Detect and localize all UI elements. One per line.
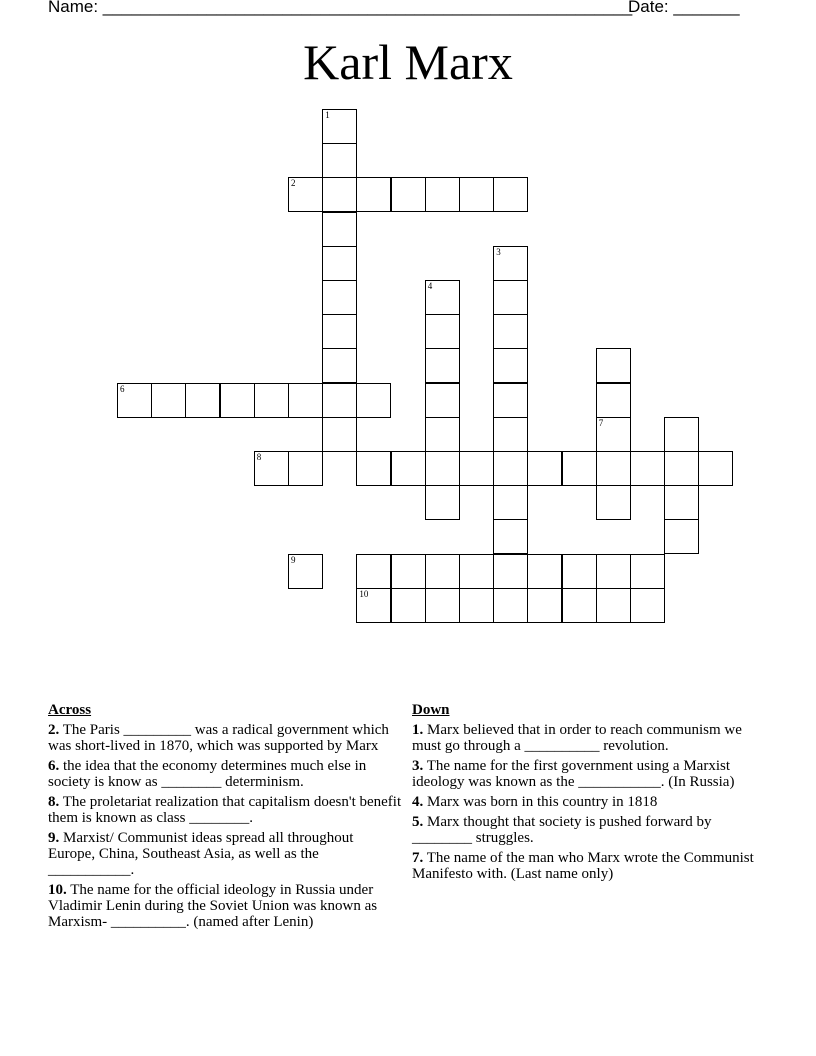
clue-number-label: 6 [120, 383, 125, 394]
crossword-cell[interactable] [220, 383, 255, 418]
across-clue [48, 758, 404, 790]
crossword-cell[interactable] [459, 554, 494, 589]
crossword-cell[interactable] [117, 383, 152, 418]
down-clues [412, 702, 772, 886]
clue-number: 8. [48, 794, 60, 810]
crossword-cell[interactable] [493, 519, 528, 554]
clue-text: the idea that the economy determines much else in society is know as ________ determinism. [48, 758, 367, 790]
crossword-cell[interactable] [322, 246, 357, 281]
crossword-cell[interactable] [562, 554, 597, 589]
crossword-cell[interactable] [425, 451, 460, 486]
clue-number-label: 7 [598, 417, 604, 428]
crossword-cell[interactable] [288, 383, 323, 418]
crossword-cell[interactable] [596, 451, 631, 486]
crossword-cell[interactable] [322, 348, 357, 383]
down-clue [412, 814, 772, 846]
across-clue [48, 882, 404, 930]
crossword-cell[interactable] [630, 588, 665, 623]
clue-number: 4. [412, 794, 424, 810]
crossword-cell[interactable] [664, 417, 699, 452]
clue-text: The Paris _________ was a radical government which was short-lived in 1870, which was supported by Marx [48, 722, 389, 754]
crossword-cell[interactable] [356, 383, 391, 418]
crossword-cell[interactable] [493, 451, 528, 486]
crossword-cell[interactable] [356, 177, 391, 212]
crossword-cell[interactable] [493, 348, 528, 383]
clue-number: 6. [48, 758, 60, 774]
crossword-cell[interactable] [664, 485, 699, 520]
crossword-cell[interactable] [459, 451, 494, 486]
crossword-cell[interactable] [493, 280, 528, 315]
crossword-cell[interactable] [596, 417, 631, 452]
crossword-cell[interactable] [459, 177, 494, 212]
across-clues [48, 702, 404, 934]
crossword-cell[interactable] [425, 314, 460, 349]
crossword-cell[interactable] [185, 383, 220, 418]
crossword-cell[interactable] [425, 485, 460, 520]
clue-text: The name for the first government using a Marxist ideology was known as the ___________. (In Russia) [412, 758, 735, 790]
down-clue [412, 794, 772, 810]
crossword-cell[interactable] [151, 383, 186, 418]
clue-text: Marx was born in this country in 1818 [427, 794, 658, 810]
crossword-cell[interactable] [322, 383, 357, 418]
crossword-cell[interactable] [630, 451, 665, 486]
crossword-cell[interactable] [562, 588, 597, 623]
crossword-cell[interactable] [562, 451, 597, 486]
down-clue [412, 850, 772, 882]
crossword-cell[interactable] [493, 314, 528, 349]
crossword-cell[interactable] [493, 554, 528, 589]
crossword-cell[interactable] [322, 109, 357, 144]
crossword-cell[interactable] [425, 554, 460, 589]
crossword-cell[interactable] [493, 177, 528, 212]
crossword-cell[interactable] [596, 588, 631, 623]
clue-number-label: 9 [291, 554, 296, 565]
clue-text: Marx believed that in order to reach communism we must go through a __________ revolution. [412, 722, 742, 754]
crossword-cell[interactable] [322, 177, 357, 212]
crossword-cell[interactable] [630, 554, 665, 589]
crossword-cell[interactable] [391, 588, 426, 623]
crossword-cell[interactable] [596, 348, 631, 383]
crossword-cell[interactable] [254, 383, 289, 418]
crossword-cell[interactable] [425, 177, 460, 212]
date-field-label: Date: _______ [628, 0, 740, 16]
clue-text: Marx thought that society is pushed forward by ________ struggles. [412, 814, 712, 846]
crossword-cell[interactable] [596, 554, 631, 589]
down-clue [412, 722, 772, 754]
crossword-cell[interactable] [425, 348, 460, 383]
crossword-cell[interactable] [459, 588, 494, 623]
clue-text: The proletariat realization that capitalism doesn't benefit them is known as class ________. [48, 794, 402, 826]
crossword-cell[interactable] [425, 280, 460, 315]
clue-number: 7. [412, 850, 424, 866]
clue-number-label: 10 [359, 588, 369, 599]
across-clue [48, 722, 404, 754]
across-heading: Across [48, 702, 92, 718]
clue-number-label: 4 [427, 281, 433, 291]
name-field-label: Name: ________________________________________________________ [48, 0, 633, 16]
crossword-cell[interactable] [288, 451, 323, 486]
clue-number: 2. [48, 722, 60, 738]
crossword-cell[interactable] [391, 177, 426, 212]
crossword-cell[interactable] [527, 588, 562, 623]
crossword-cell[interactable] [322, 417, 357, 452]
crossword-cell[interactable] [322, 280, 357, 315]
clue-text: Marxist/ Communist ideas spread all throughout Europe, China, Southeast Asia, as well as the ___________. [48, 830, 354, 878]
across-clue [48, 830, 404, 878]
crossword-cell[interactable] [664, 519, 699, 554]
clue-number: 5. [412, 814, 424, 830]
crossword-cell[interactable] [527, 451, 562, 486]
across-clue [48, 794, 404, 826]
clue-number: 3. [412, 758, 424, 774]
clue-text: The name for the official ideology in Russia under Vladimir Lenin during the Soviet Union was known as Marxism- __________. (named after Lenin) [48, 882, 378, 930]
crossword-cell[interactable] [288, 554, 323, 589]
crossword-cell[interactable] [596, 383, 631, 418]
clue-number: 1. [412, 722, 424, 738]
crossword-cell[interactable] [425, 383, 460, 418]
crossword-cell[interactable] [596, 485, 631, 520]
crossword-cell[interactable] [493, 485, 528, 520]
crossword-cell[interactable] [493, 588, 528, 623]
crossword-cell[interactable] [322, 314, 357, 349]
crossword-cell[interactable] [493, 246, 528, 281]
crossword-cell[interactable] [493, 417, 528, 452]
crossword-cell[interactable] [322, 143, 357, 178]
clue-number-label: 1 [325, 110, 330, 120]
down-clue [412, 758, 772, 790]
crossword-cell[interactable] [425, 588, 460, 623]
crossword-cell[interactable] [322, 212, 357, 247]
crossword-cell[interactable] [254, 451, 289, 486]
clue-number-label: 8 [256, 452, 262, 462]
clue-text: The name of the man who Marx wrote the Communist Manifesto with. (Last name only) [412, 850, 754, 882]
crossword-cell[interactable] [698, 451, 733, 486]
crossword-cell[interactable] [391, 554, 426, 589]
clue-number: 10. [48, 882, 67, 898]
crossword-cell[interactable] [356, 588, 391, 623]
crossword-cell[interactable] [356, 554, 391, 589]
down-heading: Down [412, 702, 450, 718]
crossword-cell[interactable] [356, 451, 391, 486]
crossword-cell[interactable] [425, 417, 460, 452]
crossword-cell[interactable] [527, 554, 562, 589]
crossword-cell[interactable] [288, 177, 323, 212]
clue-number: 9. [48, 830, 60, 846]
clue-number-label: 2 [291, 178, 296, 189]
page-title: Karl Marx [303, 34, 513, 90]
clue-number-label: 3 [496, 246, 501, 257]
crossword-cell[interactable] [664, 451, 699, 486]
crossword-cell[interactable] [493, 383, 528, 418]
crossword-cell[interactable] [391, 451, 426, 486]
